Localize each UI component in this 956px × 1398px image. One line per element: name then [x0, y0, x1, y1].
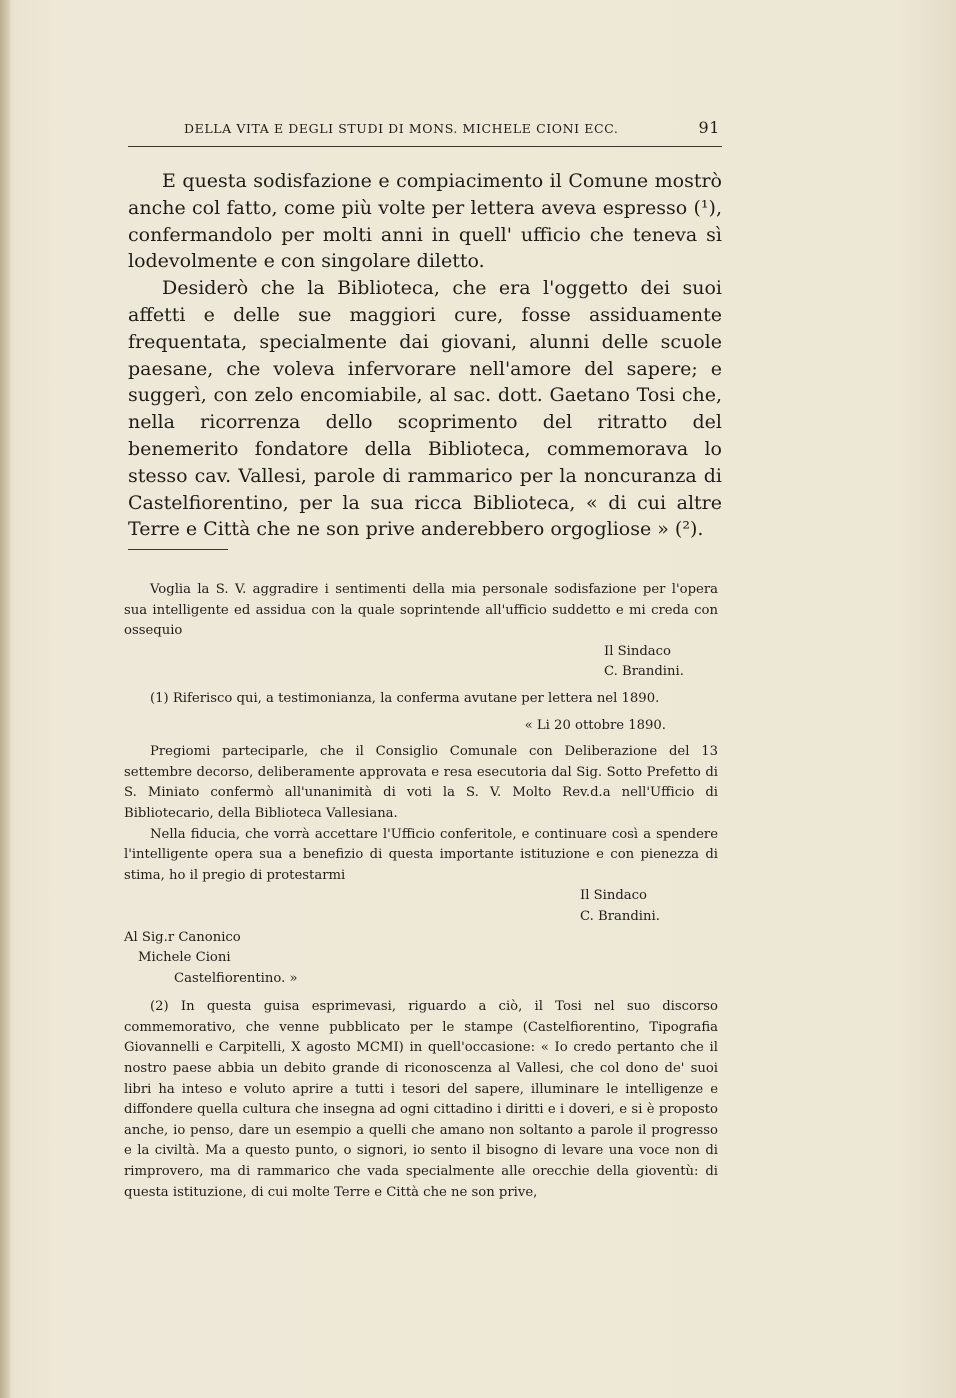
footnote-2: (2) In questa guisa esprimevasi, riguardo a ciò, il Tosi nel suo discorso commemorativo, che venne pubblicato per le stampe (Castelfiorentino, Tipografia Giovannelli e Carpitelli, X agosto MCMI) in quell'occasione: « Io credo pertanto che il nostro paese abbia un debito grande di riconoscenza al Vallesi, che col dono de' suoi libri ha inteso e voluto aprire a tutti i tesori del sapere, illuminare le intelligenze e diffondere quella cultura che insegna ad ogni cittadino i diritti e i doveri, e si è proposto anche, io penso, dare un esempio a quelli che amano non soltanto a parole il progresso e la civiltà. Ma a questo punto, o signori, io sento il bisogno di levare una voce non di rimprovero, ma di rammarico che vada specialmente alle orecchie della gioventù: di questa istituzione, di cui molte Terre e Città che ne son prive, [124, 999, 718, 1200]
footnotes [124, 580, 718, 1203]
page-binding-edge [0, 0, 10, 1398]
running-title: DELLA VITA E DEGLI STUDI DI MONS. MICHELE CIONI ECC. [184, 121, 619, 136]
footnote-1-date: « Li 20 ottobre 1890. [524, 717, 666, 733]
main-text [128, 168, 722, 543]
signature-1-title: Il Sindaco [604, 643, 671, 659]
footnote-rule [128, 549, 228, 550]
signature-1-name: C. Brandini. [604, 664, 684, 680]
signature-2-name: C. Brandini. [580, 908, 660, 924]
running-header [128, 118, 722, 140]
address-line-1: Al Sig.r Canonico [124, 929, 241, 945]
paragraph-1: E questa sodisfazione e compiacimento il Comune mostrò anche col fatto, come più volte per lettera aveva espresso (¹), confermandolo per molti anni in quell' ufficio che teneva sì lodevolmente e con singolare diletto. [128, 170, 722, 273]
footnote-1-letter-p2: Nella fiducia, che vorrà accettare l'Ufficio conferitole, e continuare così a spendere l'intelligente opera sua a benefizio di questa importante istituzione e con pienezza di stima, ho il pregio di protestarmi [124, 826, 718, 883]
signature-2-title: Il Sindaco [580, 888, 647, 904]
footnote-continuation: Voglia la S. V. aggradire i sentimenti della mia personale sodisfazione per l'opera sua intelligente ed assidua con la quale soprintende all'ufficio suddetto e mi creda con ossequio [124, 582, 718, 639]
footnote-1-letter-p1: Pregiomi parteciparle, che il Consiglio Comunale con Deliberazione del 13 settembre decorso, deliberamente approvata e resa esecutoria dal Sig. Sotto Prefetto di S. Miniato confermò all'unanimità di voti la S. V. Molto Rev.d.a nell'Ufficio di Bibliotecario, della Biblioteca Vallesiana. [124, 744, 718, 821]
page-number: 91 [698, 118, 720, 137]
footnote-1-intro: (1) Riferisco qui, a testimonianza, la conferma avutane per lettera nel 1890. [150, 690, 660, 706]
paragraph-2: Desiderò che la Biblioteca, che era l'oggetto dei suoi affetti e delle sue maggiori cure, fosse assiduamente frequentata, specialmente dai giovani, alunni delle scuole paesane, che voleva infervorare nell'amore del sapere; e suggerì, con zelo encomiabile, al sac. dott. Gaetano Tosi che, nella ricorrenza dello scoprimento del ritratto del benemerito fondatore della Biblioteca, commemorava lo stesso cav. Vallesi, parole di rammarico per la noncuranza di Castelfiorentino, per la sua ricca Biblioteca, « di cui altre Terre e Città che ne son prive anderebbero orgogliose » (²). [128, 277, 722, 541]
address-line-2: Michele Cioni [138, 950, 231, 966]
header-rule [128, 146, 722, 147]
address-line-3: Castelfiorentino. » [174, 970, 298, 986]
